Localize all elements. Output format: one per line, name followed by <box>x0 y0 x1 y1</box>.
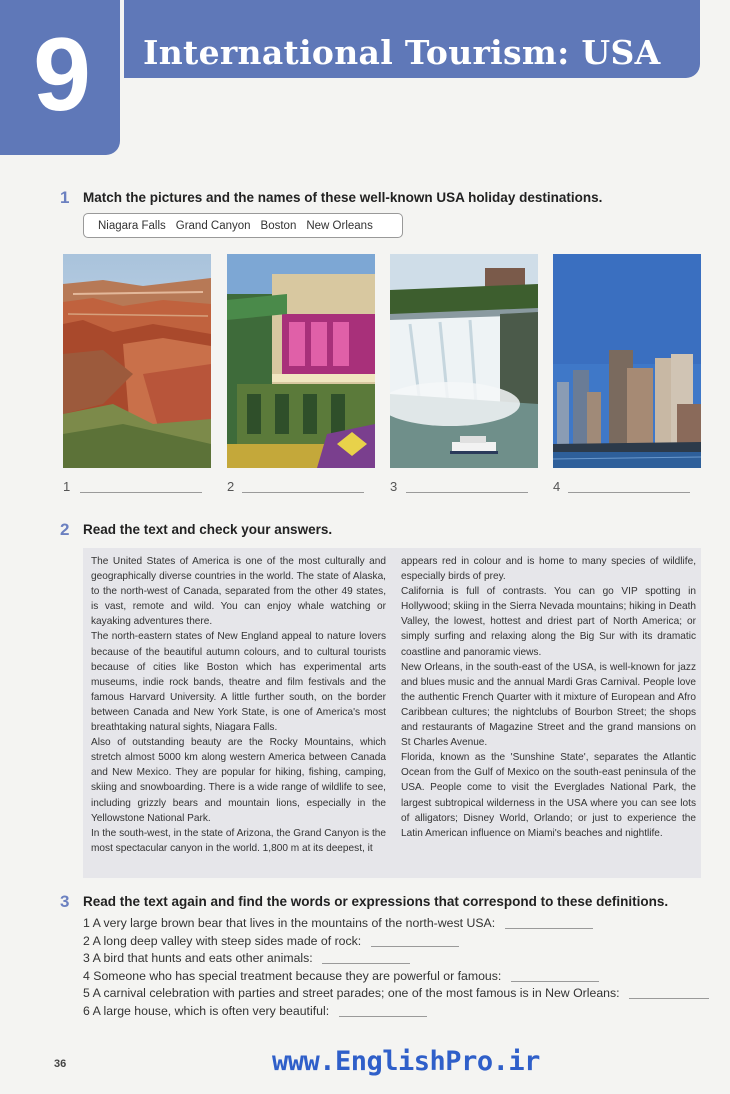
definition-number: 1 <box>83 916 90 930</box>
word-box-item: Niagara Falls <box>98 219 166 232</box>
definition-item <box>83 986 713 1004</box>
word-box-item: Boston <box>260 219 297 232</box>
page-number: 36 <box>54 1058 67 1070</box>
reading-paragraph: Also of outstanding beauty are the Rocky Mountains, which stretch almost 5000 km along western America between Canada and New Mexico. They are popular for hiking, fishing, camping, skiing and snowboarding. There is a wide range of wildlife to see, including grizzly bears and mountain lions, especially in the Yellowstone National Park. <box>91 737 386 824</box>
definition-answer-blank[interactable] <box>371 946 459 947</box>
photo-new-orleans <box>227 254 375 468</box>
definition-number: 6 <box>83 1003 90 1018</box>
reading-paragraph: In the south-west, in the state of Arizona, the Grand Canyon is the most spectacular canyon in the world. 1,800 m at its deepest, it <box>91 827 386 854</box>
definition-item <box>83 1004 713 1022</box>
word-box <box>83 213 403 238</box>
answer-blank-1[interactable] <box>80 492 202 493</box>
definition-answer-blank[interactable] <box>629 998 709 999</box>
definition-item <box>83 969 713 987</box>
reading-paragraph: The United States of America is one of the most culturally and geographically diverse countries in the world. The state of Alaska, to the north-west of Canada, separated from the other 49 states, is vast, remote and wild. You can enjoy whale watching or kayaking adventures there. <box>91 556 386 628</box>
definition-number: 5 <box>83 986 90 1000</box>
photo-label-4: 4 <box>553 479 561 494</box>
definition-text: Someone who has special treatment because they are powerful or famous: <box>93 968 502 983</box>
definition-text: A bird that hunts and eats other animals: <box>92 951 313 965</box>
photo-niagara-falls <box>390 254 538 468</box>
reading-paragraph: Florida, known as the 'Sunshine State', separates the Atlantic Ocean from the Gulf of Mexico on the south-east peninsula of the USA. People come to visit the Everglades National Park, the largest subtropical wilderness in the USA where you can see lots of alligators; Disney World, Orlando; or just to experience the Latin American influence on Miami's beaches and nightlife. <box>401 752 696 839</box>
word-box-item: New Orleans <box>306 219 373 232</box>
definition-answer-blank[interactable] <box>322 963 410 964</box>
photo-boston <box>553 254 701 468</box>
page-title: International Tourism: USA <box>143 33 661 72</box>
definition-item <box>83 934 713 952</box>
answer-blank-4[interactable] <box>568 492 690 493</box>
photo-grand-canyon <box>63 254 211 468</box>
definition-answer-blank[interactable] <box>505 928 593 929</box>
definition-text: A large house, which is often very beautiful: <box>92 1003 330 1018</box>
reading-text-box <box>83 548 701 878</box>
definition-answer-blank[interactable] <box>339 1016 427 1017</box>
definition-text: A very large brown bear that lives in the mountains of the north-west USA: <box>92 916 496 930</box>
reading-paragraph: California is full of contrasts. You can go VIP spotting in Hollywood; skiing in the Sierra Nevada mountains; hiking in Death Valley, the lowest, hottest and driest part of North America; or simply surfing and relaxing along the Big Sur with its dramatic coastline and panoramic views. <box>401 586 696 658</box>
word-box-item: Grand Canyon <box>175 219 251 232</box>
definition-item <box>83 916 713 934</box>
definition-text: A carnival celebration with parties and street parades; one of the most famous is in New Orleans: <box>92 986 620 1000</box>
exercise-3-instruction: Read the text again and find the words or expressions that correspond to these definitions. <box>83 894 669 909</box>
answer-blank-3[interactable] <box>406 492 528 493</box>
answer-blank-2[interactable] <box>242 492 364 493</box>
exercise-2-instruction: Read the text and check your answers. <box>83 522 333 537</box>
exercise-2-number: 2 <box>60 520 70 539</box>
chapter-number: 9 <box>33 17 87 133</box>
definition-item <box>83 951 713 969</box>
reading-paragraph: The north-eastern states of New England appeal to nature lovers because of the beautiful autumn colours, and to cultural tourists because of cities like Boston which has experimental arts museums, indie rock bands, theatre and film festivals and the famous Harvard University. A little further south, on the border between Canada and New York State, is one of America's most breathtaking natural sights, Niagara Falls. <box>91 631 386 734</box>
definition-list <box>83 916 713 1021</box>
chapter-tab <box>0 0 124 159</box>
definition-number: 2 <box>83 933 90 948</box>
definition-number: 3 <box>83 951 90 965</box>
exercise-3-number: 3 <box>60 892 70 911</box>
definition-text: A long deep valley with steep sides made of rock: <box>92 933 362 948</box>
exercise-1-number: 1 <box>60 188 70 207</box>
reading-right-column <box>401 554 696 841</box>
photo-label-3: 3 <box>390 479 398 494</box>
definition-answer-blank[interactable] <box>511 981 599 982</box>
reading-paragraph: appears red in colour and is home to many species of wildlife, especially birds of prey. <box>401 556 696 583</box>
website-watermark[interactable]: www.EnglishPro.ir <box>272 1046 540 1077</box>
photo-label-2: 2 <box>227 479 235 494</box>
definition-number: 4 <box>83 968 90 983</box>
photo-label-1: 1 <box>63 479 71 494</box>
exercise-1-instruction: Match the pictures and the names of these well-known USA holiday destinations. <box>83 190 603 205</box>
reading-paragraph: New Orleans, in the south-east of the USA, is well-known for jazz and blues music and the annual Mardi Gras Carnival. People love the authentic French Quarter with it mixture of European and Afro Caribbean cultures; the nightclubs of Bourbon Street; the shops and restaurants of Magazine Street and the grand mansions on St Charles Avenue. <box>401 661 696 749</box>
reading-left-column <box>91 554 386 856</box>
